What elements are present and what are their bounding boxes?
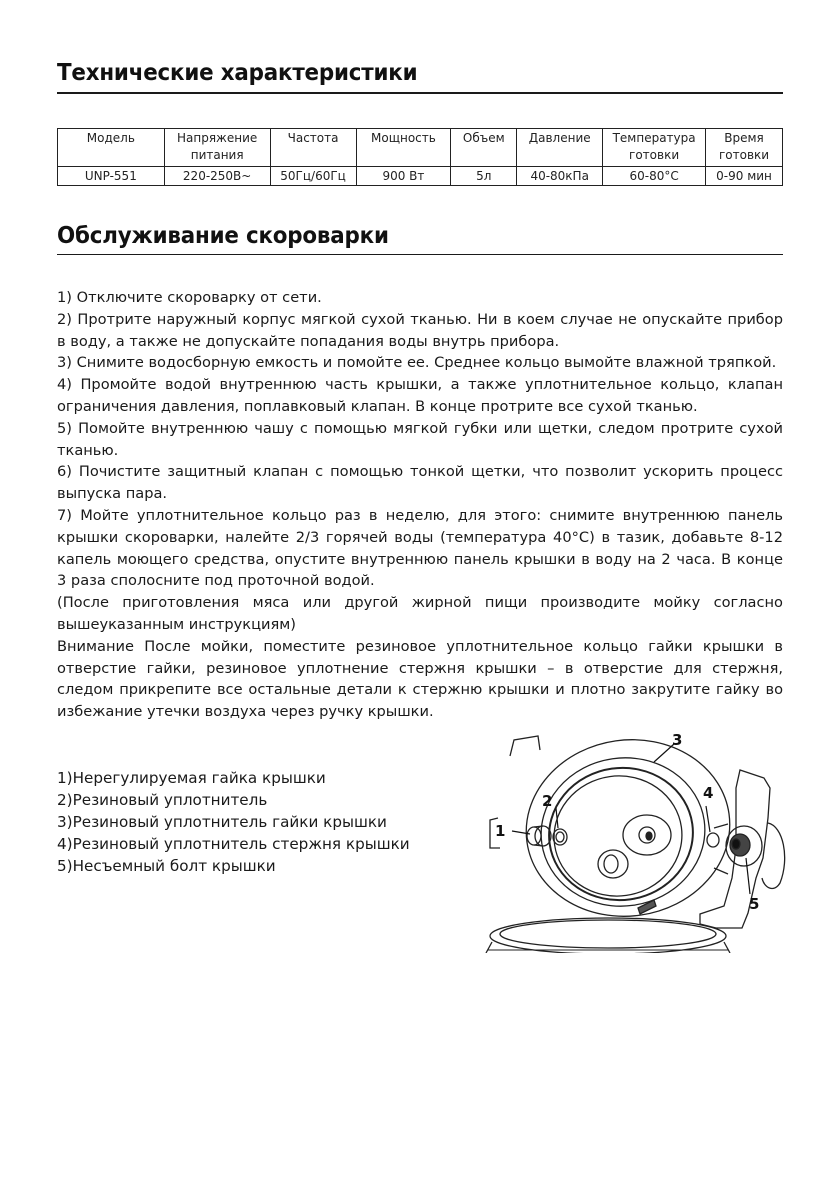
specs-heading-rule [57, 92, 783, 94]
callout-4: 4 [703, 784, 714, 802]
header-cell-time: Время готовки [706, 129, 783, 167]
cell-temperature: 60-80°С [603, 167, 706, 186]
cell-pressure: 40-80кПа [517, 167, 603, 186]
list-item: 4)Резиновый уплотнитель стержня крышки [57, 835, 410, 853]
callout-5: 5 [749, 895, 760, 913]
header-cell-power: Мощность [356, 129, 451, 167]
list-item: 2)Резиновый уплотнитель [57, 791, 268, 809]
callout-1: 1 [495, 822, 506, 840]
header-cell-model: Модель [58, 129, 165, 167]
cell-volume: 5л [451, 167, 517, 186]
list-item: 1)Нерегулируемая гайка крышки [57, 769, 326, 787]
cell-time: 0-90 мин [706, 167, 783, 186]
specs-table [57, 128, 783, 186]
instruction-paragraph: 3) Снимите водосборную емкость и помойте ее. Среднее кольцо вымойте влажной тряпкой. [57, 354, 777, 372]
header-cell-frequency: Частота [270, 129, 356, 167]
callout-2: 2 [542, 792, 553, 810]
instruction-paragraph: 5) Помойте внутреннюю чашу с помощью мягкой губки или щетки, следом протрите сухой тканью. [57, 419, 783, 459]
maintenance-heading: Обслуживание скороварки [57, 223, 389, 249]
cell-model: UNP-551 [58, 167, 165, 186]
instruction-paragraph: 2) Протрите наружный корпус мягкой сухой тканью. Ни в коем случае не опускайте прибор в воду, а также не допускайте попадания воды внутрь прибора. [57, 310, 783, 350]
instruction-warning: Внимание После мойки, поместите резиновое уплотнительное кольцо гайки крышки в отверстие гайки, резиновое уплотнение стержня крышки – в отверстие для стержня, следом прикрепите все остальные детали к стержню крышки и плотно закрутите гайку во избежание утечки воздуха через ручку крышки. [57, 637, 783, 721]
header-cell-temperature: Температура готовки [603, 129, 706, 167]
specs-table-header-row [58, 129, 783, 167]
maintenance-instructions [57, 287, 783, 723]
cell-power: 900 Вт [356, 167, 451, 186]
header-cell-volume: Объем [451, 129, 517, 167]
list-item: 5)Несъемный болт крышки [57, 857, 276, 875]
instruction-paragraph: 1) Отключите скороварку от сети. [57, 289, 322, 306]
list-item: 3)Резиновый уплотнитель гайки крышки [57, 813, 387, 831]
cell-frequency: 50Гц/60Гц [270, 167, 356, 186]
instruction-paragraph: 7) Мойте уплотнительное кольцо раз в неделю, для этого: снимите внутреннюю панель крышки скороварки, налейте 2/3 горячей воды (температура 40°С) в тазик, добавьте 8-12 капель моющего средства, опустите внутреннюю панель крышки в воду на 2 часа. В конце 3 раза сполосните под проточной водой. [57, 506, 783, 590]
instruction-note: (После приготовления мяса или другой жирной пищи производите мойку согласно вышеуказанным инструкциям) [57, 594, 783, 633]
stem-seal-icon [707, 833, 719, 847]
nut-icon [527, 827, 541, 845]
header-cell-voltage: Напряжение питания [164, 129, 270, 167]
callout-3: 3 [672, 731, 683, 749]
table-row [58, 167, 783, 186]
lid-parts-diagram [478, 728, 798, 953]
specs-heading: Технические характеристики [57, 60, 418, 86]
instruction-paragraph: 4) Промойте водой внутреннюю часть крышки, а также уплотнительное кольцо, клапан ограничения давления, поплавковый клапан. В конце протрите все сухой тканью. [57, 376, 783, 415]
header-cell-pressure: Давление [517, 129, 603, 167]
cell-voltage: 220-250В~ [164, 167, 270, 186]
instruction-paragraph: 6) Почистите защитный клапан с помощью тонкой щетки, что позволит ускорить процесс выпуска пара. [57, 463, 783, 503]
parts-list [57, 767, 410, 877]
maintenance-heading-rule [57, 254, 783, 255]
